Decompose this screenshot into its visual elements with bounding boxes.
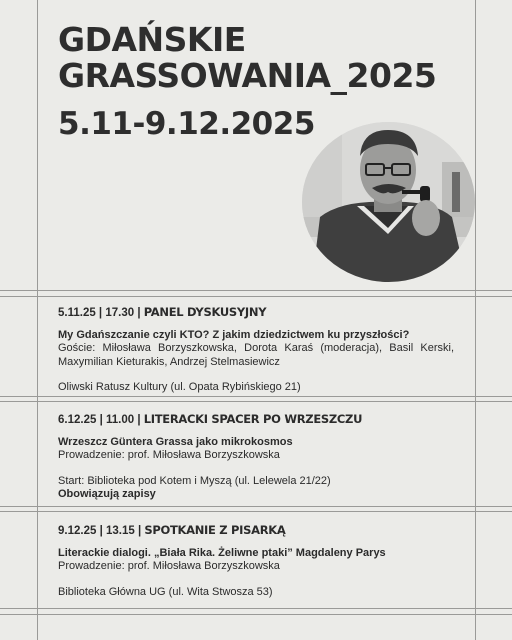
poster-title-line2: GRASSOWANIA_2025 <box>58 56 437 95</box>
grid-line-vertical-left <box>37 0 38 640</box>
event-author-meeting <box>58 524 454 599</box>
event-type: PANEL DYSKUSYJNY <box>143 305 267 319</box>
event-venue: Oliwski Ratusz Kultury (ul. Opata Rybińskiego 21) <box>58 381 301 393</box>
date-range: 5.11-9.12.2025 <box>58 106 315 142</box>
grid-line-horizontal <box>0 401 512 402</box>
event-venue: Start: Biblioteka pod Kotem i Myszą (ul. Lelewela 21/22) <box>58 474 331 487</box>
event-header <box>58 524 454 539</box>
event-type: SPOTKANIE Z PISARKĄ <box>144 523 286 537</box>
event-date-time: 5.11.25 | 17.30 | <box>58 307 144 319</box>
grid-line-vertical-right <box>475 0 476 640</box>
grid-line-horizontal <box>0 511 512 512</box>
event-type: LITERACKI SPACER PO WRZESZCZU <box>143 412 363 426</box>
event-registration-note: Obowiązują zapisy <box>58 488 156 500</box>
poster-title <box>58 22 436 94</box>
event-venue: Biblioteka Główna UG (ul. Wita Stwosza 53) <box>58 585 273 598</box>
event-subtitle: Literackie dialogi. „Biała Rika. Żeliwne ptaki” Magdaleny Parys <box>58 546 386 559</box>
event-host: Prowadzenie: prof. Miłosława Borzyszkowska <box>58 449 280 461</box>
grid-line-horizontal <box>0 396 512 397</box>
event-subtitle: My Gdańszczanie czyli KTO? Z jakim dziedzictwem ku przyszłości? <box>58 328 410 341</box>
portrait-photo <box>302 122 475 282</box>
event-host: Prowadzenie: prof. Miłosława Borzyszkowska <box>58 560 280 572</box>
event-guests: Goście: Miłosława Borzyszkowska, Dorota Karaś (moderacja), Basil Kerski, Maxymilian Kieturakis, Andrzej Stelmasiewicz <box>58 342 454 368</box>
grid-line-horizontal <box>0 506 512 507</box>
event-subtitle: Wrzeszcz Güntera Grassa jako mikrokosmos <box>58 435 293 448</box>
grid-line-horizontal <box>0 608 512 609</box>
grid-line-horizontal <box>0 296 512 297</box>
event-panel-discussion <box>58 306 454 395</box>
event-date-time: 9.12.25 | 13.15 | <box>58 525 145 537</box>
event-date-time: 6.12.25 | 11.00 | <box>58 414 144 426</box>
poster-title-line1: GDAŃSKIE <box>58 20 246 59</box>
event-header <box>58 413 454 428</box>
grid-line-horizontal <box>0 614 512 615</box>
event-header <box>58 306 454 321</box>
event-literary-walk <box>58 413 454 502</box>
grid-line-horizontal <box>0 290 512 291</box>
